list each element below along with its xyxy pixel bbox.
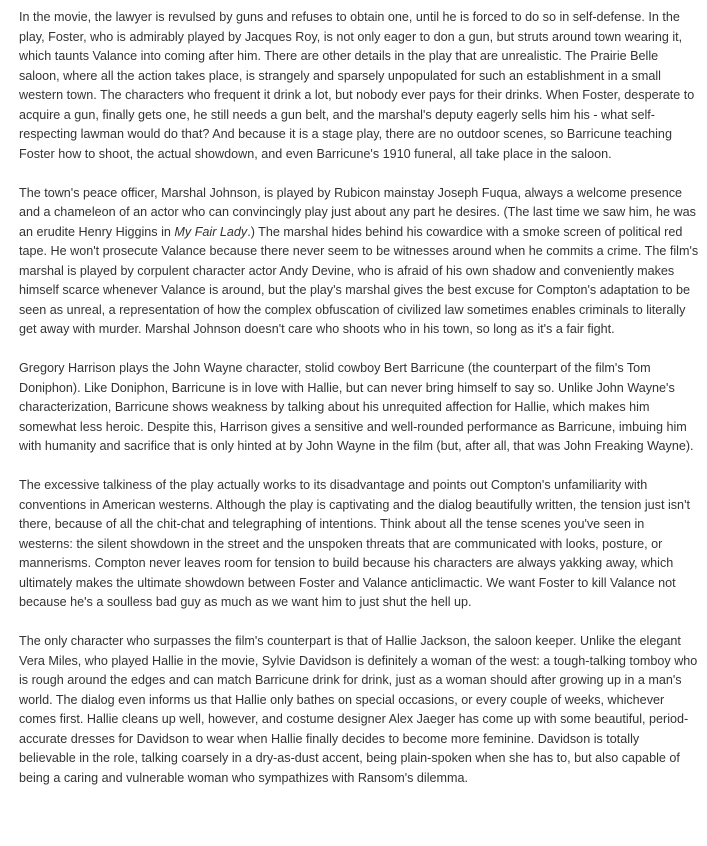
paragraph-hallie-jackson: The only character who surpasses the film's counterpart is that of Hallie Jackson, the saloon keeper. Unlike the elegant Vera Miles, who played Hallie in the movie, Sylvie Davidson is definitely a woman of the west: a tough-talking tomboy who is rough around the edges and can match Barricune drink for drink, just as a woman should after growing up in a man's world. The dialog even informs us that Hallie only bathes on special occasions, or every couple of weeks, whichever comes first. Hallie cleans up well, however, and costume designer Alex Jaeger has come up with some beautiful, period-accurate dresses for Davidson to wear when Hallie finally decides to become more feminine. Davidson is totally believable in the role, talking coarsely in a dry-as-dust accent, being plain-spoken when she has to, but also capable of being a caring and vulnerable woman who sympathizes with Ransom's dilemma. (19, 634, 698, 785)
paragraph-text-segment: The town's peace officer, Marshal Johnson, is played by Rubicon mainstay Joseph Fuqua, always a welcome presence and a chameleon of an actor who can convincingly play just about any part he desires. (The last time we saw him, he was an erudite Henry Higgins in (19, 185, 696, 239)
paragraph-text-segment: .) The marshal hides behind his cowardice with a smoke screen of political red tape. He won't prosecute Valance because there never seem to be witnesses around when he commits a crime. The film's marshal is played by corpulent character actor Andy Devine, who is afraid of his own shadow and conveniently makes himself scarce whenever Valance is around, but the play's marshal gives the best excuse for Compton's adaptation to be seen as unreal, a representation of how the complex obfuscation of civilized law sometimes enables criminals to literally get away with murder. Marshal Johnson doesn't care who shoots who in his town, so long as it's a fair fight. (19, 224, 699, 336)
paragraph-talkiness: The excessive talkiness of the play actually works to its disadvantage and points out Compton's unfamiliarity with conventions in American westerns. Although the play is captivating and the dialog beautifully written, the tension just isn't there, because of all the chit-chat and telegraphing of intentions. Think about all the tense scenes you've seen in westerns: the silent showdown in the street and the unspoken threats that are communicated with looks, posture, or mannerisms. Compton never leaves room for tension to build because his characters are always yakking away, which ultimately makes the ultimate showdown between Foster and Valance anticlimactic. We want Foster to kill Valance not because he's a soulless bad guy as much as we want him to just shut the hell up. (19, 478, 690, 609)
paragraph-marshal-johnson (19, 184, 699, 340)
play-title: My Fair Lady (174, 224, 248, 239)
paragraph-movie-vs-play-guns: In the movie, the lawyer is revulsed by guns and refuses to obtain one, until he is forced to do so in self-defense. In the play, Foster, who is admirably played by Jacques Roy, is not only eager to don a gun, but struts around town wearing it, which taunts Valance into coming after him. There are other details in the play that are unrealistic. The Prairie Belle saloon, where all the action takes place, is strangely and sparsely unpopulated for such an establishment in a small western town. The characters who frequent it drink a lot, but nobody ever pays for their drinks. When Foster, desperate to acquire a gun, finally gets one, he still needs a gun belt, and the marshal's deputy eagerly sells him his - what self-respecting lawman would do that? And because it is a stage play, there are no outdoor scenes, so Barricune teaching Foster how to shoot, the actual showdown, and even Barricune's 1910 funeral, all take place in the saloon. (19, 10, 695, 161)
paragraph-gregory-harrison: Gregory Harrison plays the John Wayne character, stolid cowboy Bert Barricune (the counterpart of the film's Tom Doniphon). Like Doniphon, Barricune is in love with Hallie, but can never bring himself to say so. Unlike John Wayne's characterization, Barricune shows weakness by talking about his unrequited affection for Hallie, which makes him somewhat less heroic. Despite this, Harrison gives a sensitive and well-rounded performance as Barricune, imbuing him with humanity and sacrifice that is only hinted at by John Wayne in the film (but, after all, that was John Freaking Wayne). (19, 361, 694, 453)
